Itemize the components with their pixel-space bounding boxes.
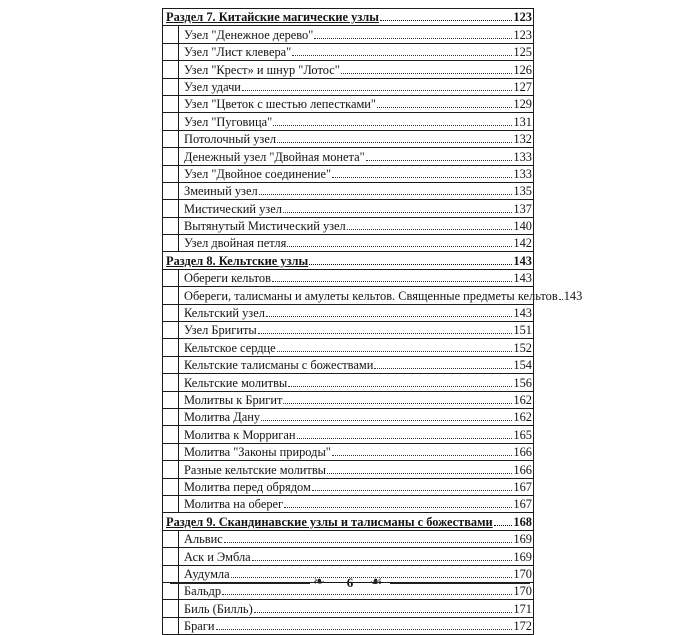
indent-cell <box>163 269 179 286</box>
entry-title: Узел "Крест» и шнур "Лотос" <box>184 62 340 77</box>
section-cell <box>163 252 534 269</box>
indent-cell <box>163 617 179 634</box>
toc-section-row[interactable] <box>163 252 534 269</box>
entry-title: Молитва перед обрядом <box>184 479 311 494</box>
entry-title: Денежный узел "Двойная монета" <box>184 149 365 164</box>
entry-title: Узел "Двойное соединение" <box>184 166 332 181</box>
entry-page-number: 123 <box>513 27 532 42</box>
entry-cell <box>179 61 534 78</box>
dot-leader <box>261 420 512 421</box>
indent-cell <box>163 130 179 147</box>
section-title: Раздел 7. Китайские магические узлы <box>166 10 379 25</box>
entry-title: Узел "Пуговица" <box>184 114 273 129</box>
indent-cell <box>163 461 179 478</box>
toc-entry-row[interactable] <box>163 391 534 408</box>
dot-leader <box>254 612 513 613</box>
dot-leader <box>332 455 513 456</box>
entry-cell <box>179 408 534 425</box>
indent-cell <box>163 600 179 617</box>
entry-title: Молитва Дану <box>184 410 261 425</box>
entry-title: Бальдр <box>184 584 222 599</box>
entry-cell <box>179 374 534 391</box>
entry-page-number: 166 <box>513 462 532 477</box>
footer-rule-left <box>170 583 310 584</box>
indent-cell <box>163 339 179 356</box>
entry-title: Обереги, талисманы и амулеты кельтов. Священные предметы кельтов <box>184 288 558 303</box>
entry-page-number: 172 <box>513 619 532 634</box>
indent-cell <box>163 26 179 43</box>
dot-leader <box>258 333 513 334</box>
entry-cell <box>179 217 534 234</box>
entry-title: Разные кельтские молитвы <box>184 462 327 477</box>
indent-cell <box>163 287 179 304</box>
entry-cell <box>179 495 534 512</box>
section-page-number: 123 <box>513 10 532 25</box>
dot-leader <box>288 386 512 387</box>
entry-title: Змеиный узел <box>184 184 258 199</box>
toc-entry-row[interactable] <box>163 426 534 443</box>
dot-leader <box>277 351 513 352</box>
toc-entry-row[interactable] <box>163 461 534 478</box>
dot-leader <box>341 73 513 74</box>
toc-entry-row[interactable] <box>163 113 534 130</box>
entry-title: Потолочный узел <box>184 132 277 147</box>
entry-page-number: 167 <box>513 479 532 494</box>
entry-cell <box>179 322 534 339</box>
entry-page-number: 152 <box>513 340 532 355</box>
entry-page-number: 154 <box>513 358 532 373</box>
entry-cell <box>179 478 534 495</box>
entry-page-number: 135 <box>513 184 532 199</box>
entry-page-number: 133 <box>513 166 532 181</box>
entry-cell <box>179 617 534 634</box>
toc-entry-row[interactable] <box>163 374 534 391</box>
indent-cell <box>163 148 179 165</box>
dot-leader <box>283 403 512 404</box>
entry-cell <box>179 530 534 547</box>
entry-page-number: 132 <box>513 132 532 147</box>
dot-leader <box>284 507 512 508</box>
toc-entry-row[interactable] <box>163 339 534 356</box>
dot-leader <box>312 490 513 491</box>
toc-entry-row[interactable] <box>163 322 534 339</box>
dot-leader <box>314 38 512 39</box>
dot-leader <box>272 281 512 282</box>
toc-entry-row[interactable] <box>163 182 534 199</box>
toc-entry-row[interactable] <box>163 26 534 43</box>
entry-title: Молитва к Морриган <box>184 427 296 442</box>
entry-title: Кельтские молитвы <box>184 375 288 390</box>
dot-leader <box>266 316 513 317</box>
indent-cell <box>163 408 179 425</box>
indent-cell <box>163 217 179 234</box>
right-ornament-icon: ☙ <box>370 575 383 590</box>
toc-entry-row[interactable] <box>163 200 534 217</box>
indent-cell <box>163 43 179 60</box>
entry-cell <box>179 548 534 565</box>
entry-page-number: 131 <box>513 114 532 129</box>
entry-cell <box>179 95 534 112</box>
entry-title: Молитвы к Бригит <box>184 392 283 407</box>
indent-cell <box>163 443 179 460</box>
entry-page-number: 156 <box>513 375 532 390</box>
entry-title: Узел удачи <box>184 79 241 94</box>
dot-leader <box>252 560 513 561</box>
entry-page-number: 166 <box>513 445 532 460</box>
entry-page-number: 133 <box>513 149 532 164</box>
dot-leader <box>277 142 512 143</box>
entry-title: Аудумла <box>184 566 230 581</box>
section-cell <box>163 9 534 26</box>
section-title: Раздел 8. Кельтские узлы <box>166 253 309 268</box>
entry-title: Кельтское сердце <box>184 340 276 355</box>
entry-page-number: 167 <box>513 497 532 512</box>
entry-page-number: 169 <box>513 532 532 547</box>
indent-cell <box>163 426 179 443</box>
dot-leader <box>494 525 513 526</box>
toc-entry-row[interactable] <box>163 530 534 547</box>
dot-leader <box>273 125 512 126</box>
toc-entry-row[interactable] <box>163 495 534 512</box>
toc-entry-row[interactable] <box>163 287 534 304</box>
entry-title: Браги <box>184 619 215 634</box>
entry-page-number: 162 <box>513 392 532 407</box>
entry-title: Мистический узел <box>184 201 282 216</box>
entry-title: Молитва "Законы природы" <box>184 445 331 460</box>
entry-cell <box>179 426 534 443</box>
indent-cell <box>163 322 179 339</box>
dot-leader <box>380 20 512 21</box>
table-of-contents <box>162 8 583 635</box>
section-title: Раздел 9. Скандинавские узлы и талисманы с божествами <box>166 514 493 529</box>
entry-page-number: 170 <box>513 566 532 581</box>
entry-page-number: 143 <box>513 306 532 321</box>
entry-title: Молитва на оберег <box>184 497 284 512</box>
toc-entry-row[interactable] <box>163 95 534 112</box>
section-page-number: 143 <box>513 253 532 268</box>
footer-rule-right <box>390 583 530 584</box>
entry-title: Кельтский узел <box>184 306 265 321</box>
indent-cell <box>163 235 179 252</box>
dot-leader <box>224 542 513 543</box>
entry-title: Кельтские талисманы с божествами <box>184 358 374 373</box>
entry-cell <box>179 182 534 199</box>
entry-cell <box>179 461 534 478</box>
indent-cell <box>163 391 179 408</box>
dot-leader <box>216 629 513 630</box>
dot-leader <box>242 90 512 91</box>
toc-entry-row[interactable] <box>163 548 534 565</box>
dot-leader <box>332 177 512 178</box>
entry-cell <box>179 148 534 165</box>
dot-leader <box>366 160 513 161</box>
toc-entry-row[interactable] <box>163 600 534 617</box>
entry-cell <box>179 235 534 252</box>
indent-cell <box>163 165 179 182</box>
toc-entry-row[interactable] <box>163 78 534 95</box>
entry-page-number: 151 <box>513 323 532 338</box>
entry-title: Узел "Лист клевера" <box>184 45 292 60</box>
toc-entry-row[interactable] <box>163 443 534 460</box>
toc-section-row[interactable] <box>163 9 534 26</box>
entry-page-number: 140 <box>513 219 532 234</box>
indent-cell <box>163 530 179 547</box>
entry-page-number: 137 <box>513 201 532 216</box>
entry-page-number: 143 <box>563 288 583 303</box>
indent-cell <box>163 113 179 130</box>
entry-cell <box>179 356 534 373</box>
entry-title: Узел "Денежное дерево" <box>184 27 314 42</box>
entry-cell <box>179 287 583 304</box>
dot-leader <box>377 107 512 108</box>
indent-cell <box>163 374 179 391</box>
toc-entry-row[interactable] <box>163 130 534 147</box>
entry-cell <box>179 600 534 617</box>
entry-page-number: 165 <box>513 427 532 442</box>
entry-cell <box>179 165 534 182</box>
entry-title: Узел двойная петля <box>184 236 287 251</box>
toc-entry-row[interactable] <box>163 269 534 286</box>
dot-leader <box>287 246 512 247</box>
indent-cell <box>163 78 179 95</box>
toc-entry-row[interactable] <box>163 61 534 78</box>
entry-cell <box>179 339 534 356</box>
entry-title: Обереги кельтов <box>184 271 271 286</box>
entry-cell <box>179 130 534 147</box>
toc-entry-row[interactable] <box>163 617 534 634</box>
entry-page-number: 142 <box>513 236 532 251</box>
indent-cell <box>163 478 179 495</box>
section-cell <box>163 513 534 530</box>
entry-title: Вытянутый Мистический узел <box>184 219 346 234</box>
dot-leader <box>283 212 513 213</box>
entry-page-number: 126 <box>513 62 532 77</box>
entry-cell <box>179 269 534 286</box>
entry-page-number: 162 <box>513 410 532 425</box>
page-footer <box>170 573 530 595</box>
toc-entry-row[interactable] <box>163 148 534 165</box>
entry-page-number: 125 <box>513 45 532 60</box>
entry-title: Биль (Билль) <box>184 601 253 616</box>
toc-entry-row[interactable] <box>163 217 534 234</box>
dot-leader <box>297 438 513 439</box>
dot-leader <box>374 368 512 369</box>
toc-entry-row[interactable] <box>163 43 534 60</box>
entry-title: Альвис <box>184 532 223 547</box>
indent-cell <box>163 356 179 373</box>
dot-leader <box>559 299 563 300</box>
toc-section-row[interactable] <box>163 513 534 530</box>
entry-page-number: 171 <box>513 601 532 616</box>
entry-title: Аск и Эмбла <box>184 549 251 564</box>
entry-title: Узел "Цветок с шестью лепестками" <box>184 97 376 112</box>
entry-cell <box>179 304 534 321</box>
left-ornament-icon: ❧ <box>313 575 325 590</box>
toc-entry-row[interactable] <box>163 304 534 321</box>
entry-cell <box>179 113 534 130</box>
entry-page-number: 169 <box>513 549 532 564</box>
entry-page-number: 129 <box>513 97 532 112</box>
indent-cell <box>163 200 179 217</box>
dot-leader <box>347 229 513 230</box>
dot-leader <box>327 473 512 474</box>
entry-cell <box>179 200 534 217</box>
indent-cell <box>163 548 179 565</box>
indent-cell <box>163 95 179 112</box>
entry-cell <box>179 78 534 95</box>
indent-cell <box>163 304 179 321</box>
toc-entry-row[interactable] <box>163 478 534 495</box>
entry-cell <box>179 391 534 408</box>
entry-title: Узел Бригиты <box>184 323 257 338</box>
indent-cell <box>163 61 179 78</box>
dot-leader <box>292 55 512 56</box>
entry-cell <box>179 26 534 43</box>
entry-page-number: 143 <box>513 271 532 286</box>
toc-entry-row[interactable] <box>163 408 534 425</box>
toc-entry-row[interactable] <box>163 235 534 252</box>
entry-page-number: 127 <box>513 79 532 94</box>
entry-cell <box>179 43 534 60</box>
indent-cell <box>163 495 179 512</box>
indent-cell <box>163 182 179 199</box>
toc-entry-row[interactable] <box>163 356 534 373</box>
page-number: 6 <box>346 575 354 590</box>
dot-leader <box>259 194 513 195</box>
entry-cell <box>179 443 534 460</box>
dot-leader <box>309 264 512 265</box>
section-page-number: 168 <box>513 514 532 529</box>
toc-entry-row[interactable] <box>163 165 534 182</box>
entry-page-number: 170 <box>513 584 532 599</box>
